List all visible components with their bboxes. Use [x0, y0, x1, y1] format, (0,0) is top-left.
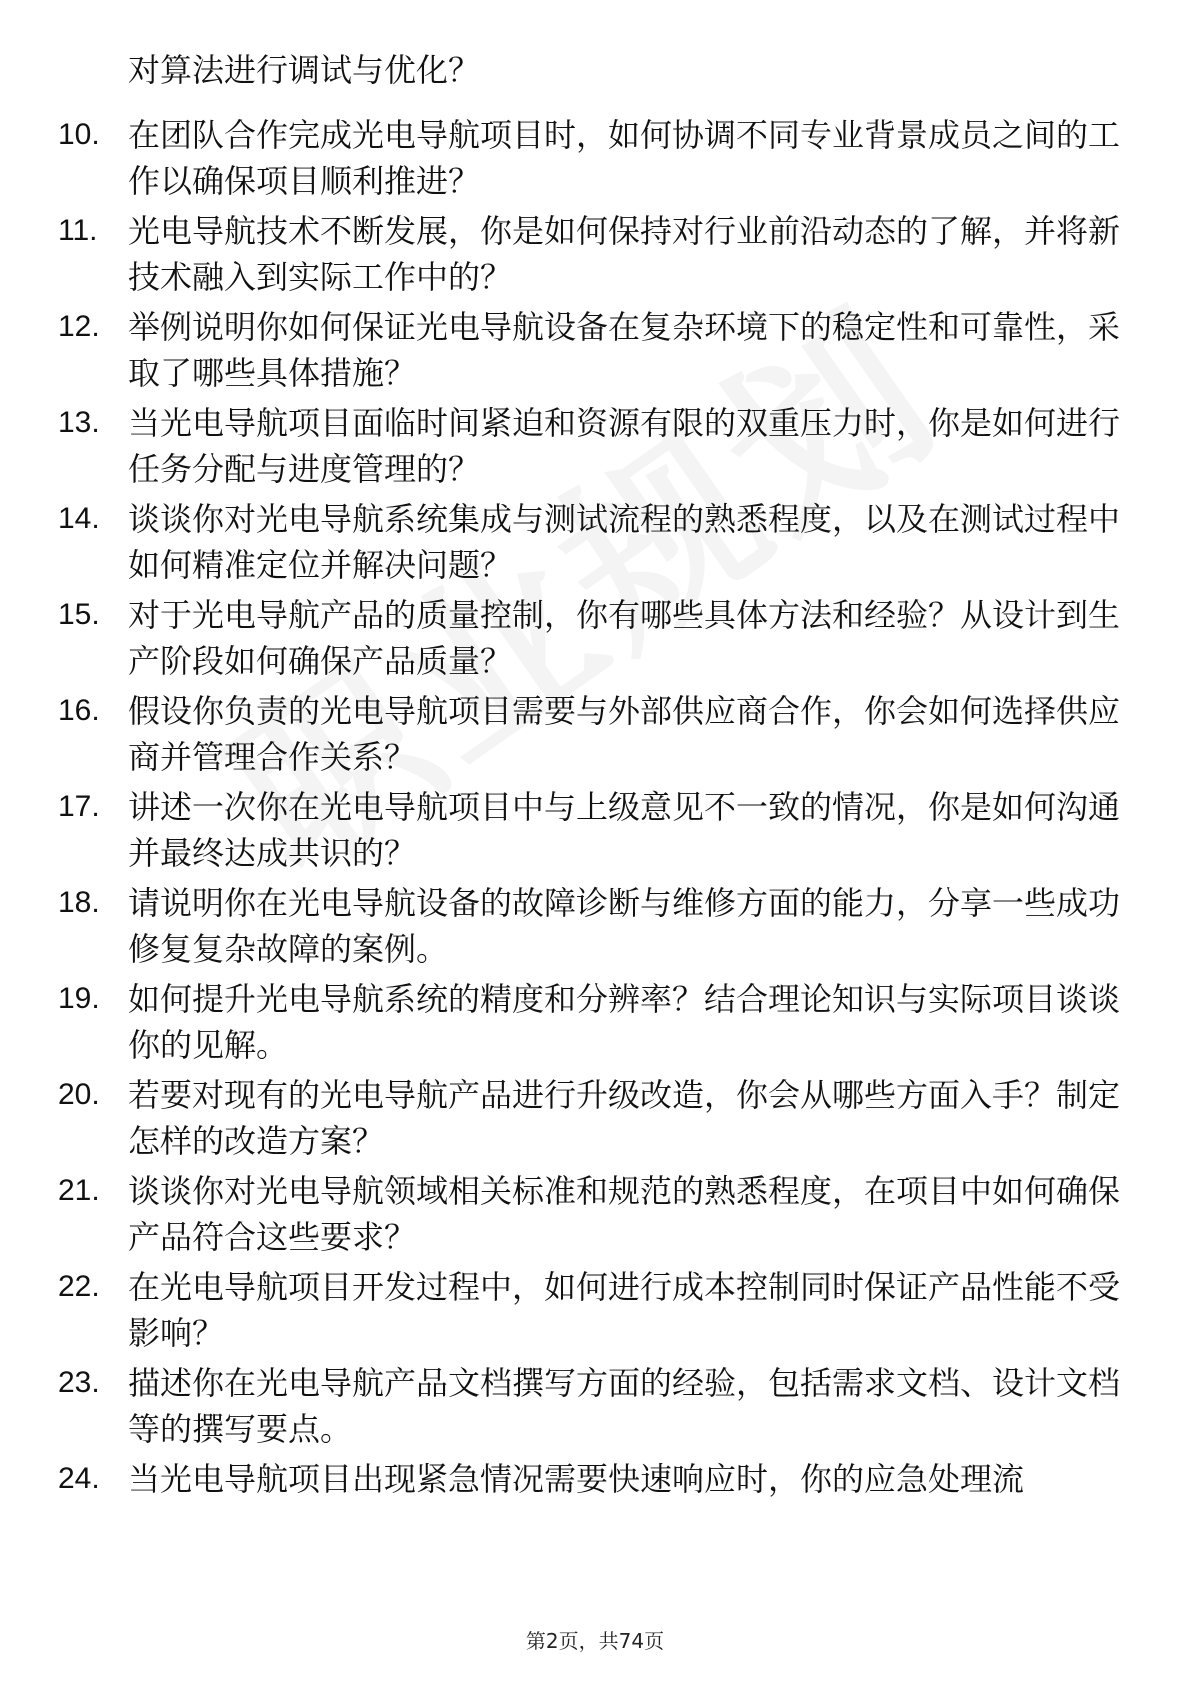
question-number: 23. — [58, 1366, 100, 1399]
question-text: 讲述一次你在光电导航项目中与上级意见不一致的情况，你是如何沟通并最终达成共识的？ — [128, 788, 1121, 872]
question-text: 谈谈你对光电导航系统集成与测试流程的熟悉程度，以及在测试过程中如何精准定位并解决问题？ — [128, 500, 1121, 584]
question-number: 24. — [58, 1462, 100, 1495]
page-footer: 第2页，共74页 — [525, 1629, 665, 1653]
question-text: 光电导航技术不断发展，你是如何保持对行业前沿动态的了解，并将新技术融入到实际工作中的？ — [128, 212, 1121, 296]
question-number: 20. — [58, 1078, 100, 1111]
question-number: 22. — [58, 1270, 100, 1303]
question-text: 若要对现有的光电导航产品进行升级改造，你会从哪些方面入手？制定怎样的改造方案？ — [128, 1076, 1121, 1160]
question-text: 举例说明你如何保证光电导航设备在复杂环境下的稳定性和可靠性，采取了哪些具体措施？ — [128, 308, 1121, 392]
question-number: 12. — [58, 310, 100, 343]
question-number: 11. — [58, 214, 98, 247]
question-number: 19. — [58, 982, 100, 1015]
question-text: 如何提升光电导航系统的精度和分辨率？结合理论知识与实际项目谈谈你的见解。 — [128, 980, 1121, 1064]
question-number: 14. — [58, 502, 100, 535]
question-number: 10. — [58, 118, 100, 151]
question-text: 对于光电导航产品的质量控制，你有哪些具体方法和经验？从设计到生产阶段如何确保产品质量？ — [128, 596, 1121, 680]
question-text: 在团队合作完成光电导航项目时，如何协调不同专业背景成员之间的工作以确保项目顺利推进？ — [128, 116, 1121, 200]
continuation-text: 对算法进行调试与优化？ — [128, 51, 481, 89]
question-number: 15. — [58, 598, 100, 631]
question-text: 假设你负责的光电导航项目需要与外部供应商合作，你会如何选择供应商并管理合作关系？ — [128, 692, 1121, 776]
question-text: 谈谈你对光电导航领域相关标准和规范的熟悉程度，在项目中如何确保产品符合这些要求？ — [128, 1172, 1121, 1256]
question-number: 17. — [58, 790, 100, 823]
question-text: 当光电导航项目出现紧急情况需要快速响应时，你的应急处理流 — [128, 1460, 1025, 1498]
question-text: 在光电导航项目开发过程中，如何进行成本控制同时保证产品性能不受影响？ — [128, 1268, 1121, 1352]
question-number: 13. — [58, 406, 100, 439]
question-number: 21. — [58, 1174, 100, 1207]
question-text: 请说明你在光电导航设备的故障诊断与维修方面的能力，分享一些成功修复复杂故障的案例。 — [128, 884, 1121, 968]
question-text: 描述你在光电导航产品文档撰写方面的经验，包括需求文档、设计文档等的撰写要点。 — [128, 1364, 1121, 1448]
question-number: 18. — [58, 886, 100, 919]
question-text: 当光电导航项目面临时间紧迫和资源有限的双重压力时，你是如何进行任务分配与进度管理的？ — [128, 404, 1121, 488]
question-number: 16. — [58, 694, 100, 727]
